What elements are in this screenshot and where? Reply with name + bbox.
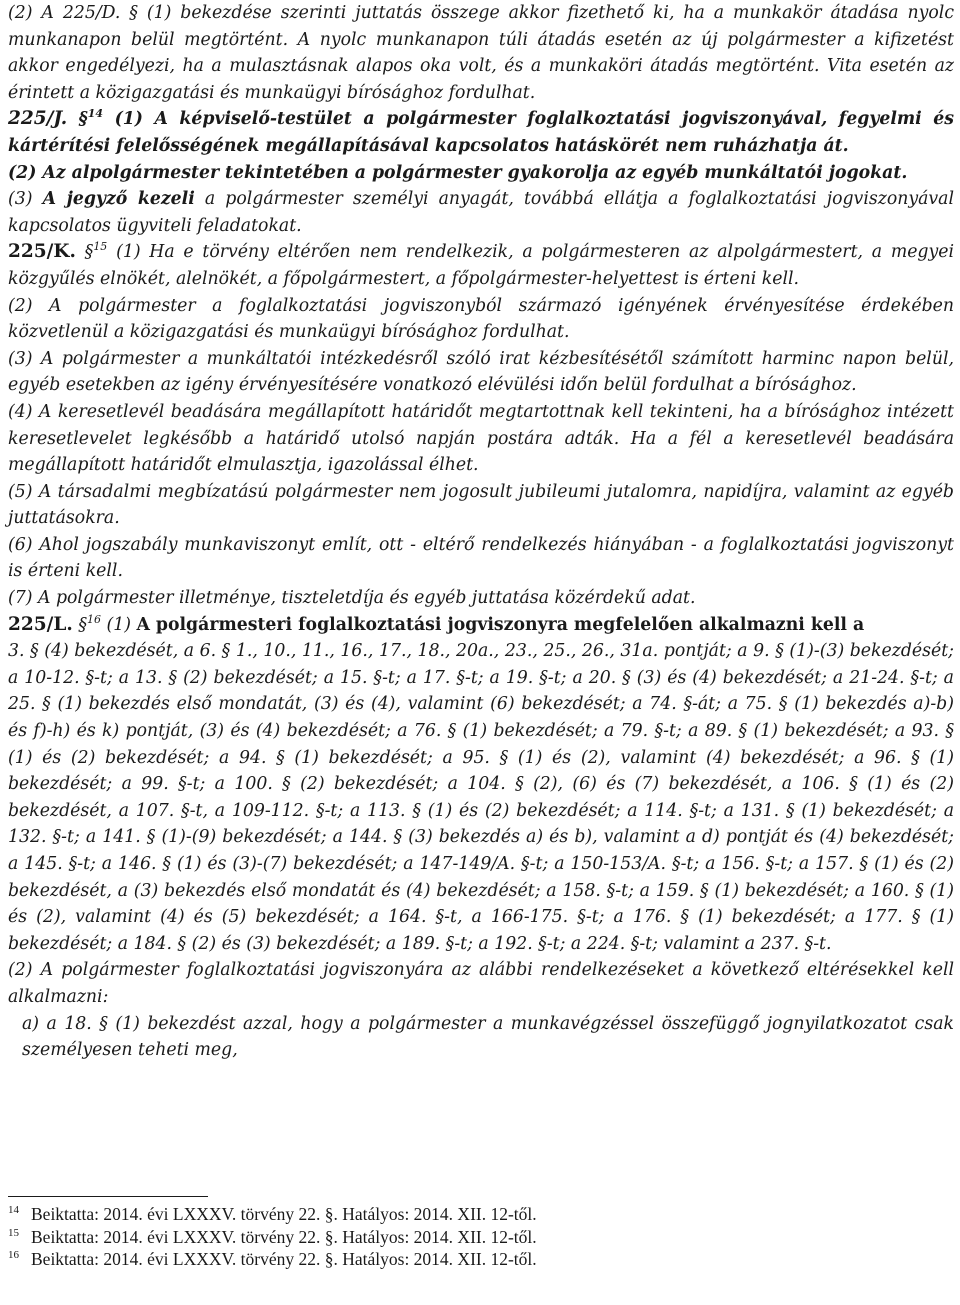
paragraph-225k-6: (6) Ahol jogszabály munkaviszonyt említ, ott - eltérő rendelkezés hiányában - a foglalkoztatási jogviszonyt is érteni kell. xyxy=(8,534,954,582)
footnote-14 xyxy=(8,1203,954,1226)
paragraph-text: a polgármester személyi anyagát, továbbá ellátja a foglalkoztatási jogviszonyával kapcsolatos ügyviteli feladatokat. xyxy=(8,189,955,236)
paragraph-225k-1 xyxy=(8,239,954,292)
paragraph-225k-4: (4) A keresetlevél beadására megállapított határidőt megtartottnak kell tekinteni, ha a bírósághoz intézett keresetlevelet legkésőbb a határidő utolsó napján postára adták. Ha a fél a keresetlevél beadására megállapított határidőt elmulasztja, igazolással élhet. xyxy=(8,401,954,476)
footnote-number: 14 xyxy=(8,1204,19,1217)
footnote-text: Beiktatta: 2014. évi LXXXV. törvény 22. §. Hatályos: 2014. XII. 12-től. xyxy=(31,1249,537,1269)
paragraph-225i-2: (2) A 225/D. § (1) bekezdése szerinti juttatás összege akkor fizethető ki, ha a munkakör átadása nyolc munkanapon belül megtörtént. A nyolc munkanapon túli átadás esetén az új polgármester a kifizetést akkor engedélyezi, ha a mulasztásnak alapos oka volt, és a munkaköri átadás megtörtént. Vita esetén az érintett a közigazgatási és munkaügyi bírósághoz fordulhat. xyxy=(8,3,954,103)
paragraph-225l-1 xyxy=(8,612,954,639)
footnote-ref: 16 xyxy=(86,612,101,626)
paragraph-225k-5: (5) A társadalmi megbízatású polgármester nem jogosult jubileumi jutalomra, napidíjra, valamint az egyéb juttatásokra. xyxy=(8,481,954,529)
footnote-divider xyxy=(8,1196,208,1197)
paragraph-bold-text: A polgármesteri foglalkoztatási jogviszonyra megfelelően alkalmazni kell a xyxy=(136,614,865,635)
section-mark: § xyxy=(78,109,88,130)
section-mark: § xyxy=(78,614,87,635)
paragraph-225j-1 xyxy=(8,106,954,159)
footnote-text: Beiktatta: 2014. évi LXXXV. törvény 22. §. Hatályos: 2014. XII. 12-től. xyxy=(31,1204,537,1224)
paragraph-text: (1) Ha e törvény eltérően nem rendelkezik, a polgármesteren az alpolgármestert, a megyei közgyűlés elnökét, alelnökét, a főpolgármestert, a főpolgármester-helyettest is érteni kell. xyxy=(8,242,955,289)
footnote-ref: 15 xyxy=(93,240,108,254)
section-number: 225/K. xyxy=(8,241,76,263)
paragraph-bold-text: A jegyző kezeli xyxy=(42,189,195,210)
section-number: 225/J. xyxy=(8,108,68,130)
footnote-number: 15 xyxy=(8,1226,19,1239)
footnote-ref: 14 xyxy=(87,107,104,121)
paragraph-number: (3) xyxy=(8,189,33,210)
footnote-number: 16 xyxy=(8,1249,19,1262)
paragraph-225k-3: (3) A polgármester a munkáltatói intézkedésről szóló irat kézbesítésétől számított harminc napon belül, egyéb esetekben az igény érvényesítésére vonatkozó elévülési időn belül fordulhat a bírósághoz. xyxy=(8,348,954,396)
footnote-text: Beiktatta: 2014. évi LXXXV. törvény 22. §. Hatályos: 2014. XII. 12-től. xyxy=(31,1226,537,1247)
paragraph-225l-2a: a) a 18. § (1) bekezdést azzal, hogy a polgármester a munkavégzéssel összefüggő jognyilatkozatot csak személyesen teheti meg, xyxy=(22,1013,954,1061)
paragraph-number: (1) xyxy=(106,614,131,635)
section-number: 225/L. xyxy=(8,613,73,635)
paragraph-225j-2: (2) Az alpolgármester tekintetében a polgármester gyakorolja az egyéb munkáltatói jogokat. xyxy=(8,162,908,183)
footnotes xyxy=(8,1196,954,1271)
section-mark: § xyxy=(84,242,94,263)
paragraph-225l-1-list: 3. § (4) bekezdését, a 6. § 1., 10., 11., 16., 17., 18., 20a., 23., 25., 26., 31a. pontját; a 9. § (1)-(3) bekezdését; a 10-12. §-t; a 13. § (2) bekezdését; a 15. §-t; a 17. §-t; a 19. §-t; a 20. § (3) és (4) bekezdését; a 21-24. §-t; a 25. § (1) bekezdés első mondatát, (3) és (4), valamint (6) bekezdését; a 74. §-át; a 75. § (1) bekezdés a)-b) és f)-h) és k) pontját, (3) és (4) bekezdését; a 76. § (1) bekezdését; a 79. §-t; a 89. § (1) bekezdését; a 93. § (1) és (2) bekezdését; a 94. § (1) bekezdését; a 95. § (1) és (2), valamint (4) bekezdését; a 96. § (1) bekezdését; a 99. §-t; a 100. § (2) bekezdését; a 104. § (2), (6) és (7) bekezdését, a 106. § (1) és (2) bekezdését, a 107. §-t, a 109-112. §-t; a 113. § (1) és (2) bekezdését; a 114. §-t; a 131. § (1) bekezdését; a 132. §-t; a 141. § (1)-(9) bekezdését; a 144. § (3) bekezdés a) és b), valamint a d) pontját és (4) bekezdését; a 145. §-t; a 146. § (1) és (3)-(7) bekezdését; a 147-149/A. §-t; a 150-153/A. §-t; a 156. §-t; a 157. § (1) és (2) bekezdését, a (3) bekezdés első mondatát és (4) bekezdését; a 158. §-t; a 159. § (1) bekezdését; a 160. § (1) és (2), valamint (4) és (5) bekezdését; a 164. §-t, a 166-175. §-t; a 176. § (1) bekezdését; a 177. § (1) bekezdését; a 184. § (2) és (3) bekezdését; a 189. §-t; a 192. §-t; a 224. §-t; valamint a 237. §-t. xyxy=(8,641,954,954)
footnote-16 xyxy=(8,1248,954,1271)
document-page xyxy=(8,0,954,1064)
paragraph-225l-2: (2) A polgármester foglalkoztatási jogviszonyára az alábbi rendelkezéseket a következő eltérésekkel kell alkalmazni: xyxy=(8,960,954,1007)
footnote-15 xyxy=(8,1226,954,1249)
paragraph-225k-2: (2) A polgármester a foglalkoztatási jogviszonyból származó igényének érvényesítése érdekében közvetlenül a közigazgatási és munkaügyi bírósághoz fordulhat. xyxy=(8,295,954,343)
paragraph-225j-3 xyxy=(8,186,954,239)
paragraph-text: (1) A képviselő-testület a polgármester foglalkoztatási jogviszonyával, fegyelmi és kártérítési felelősségének megállapításával kapcsolatos hatáskörét nem ruházhatja át. xyxy=(8,109,954,156)
paragraph-225k-7: (7) A polgármester illetménye, tiszteletdíja és egyéb juttatása közérdekű adat. xyxy=(8,588,696,609)
